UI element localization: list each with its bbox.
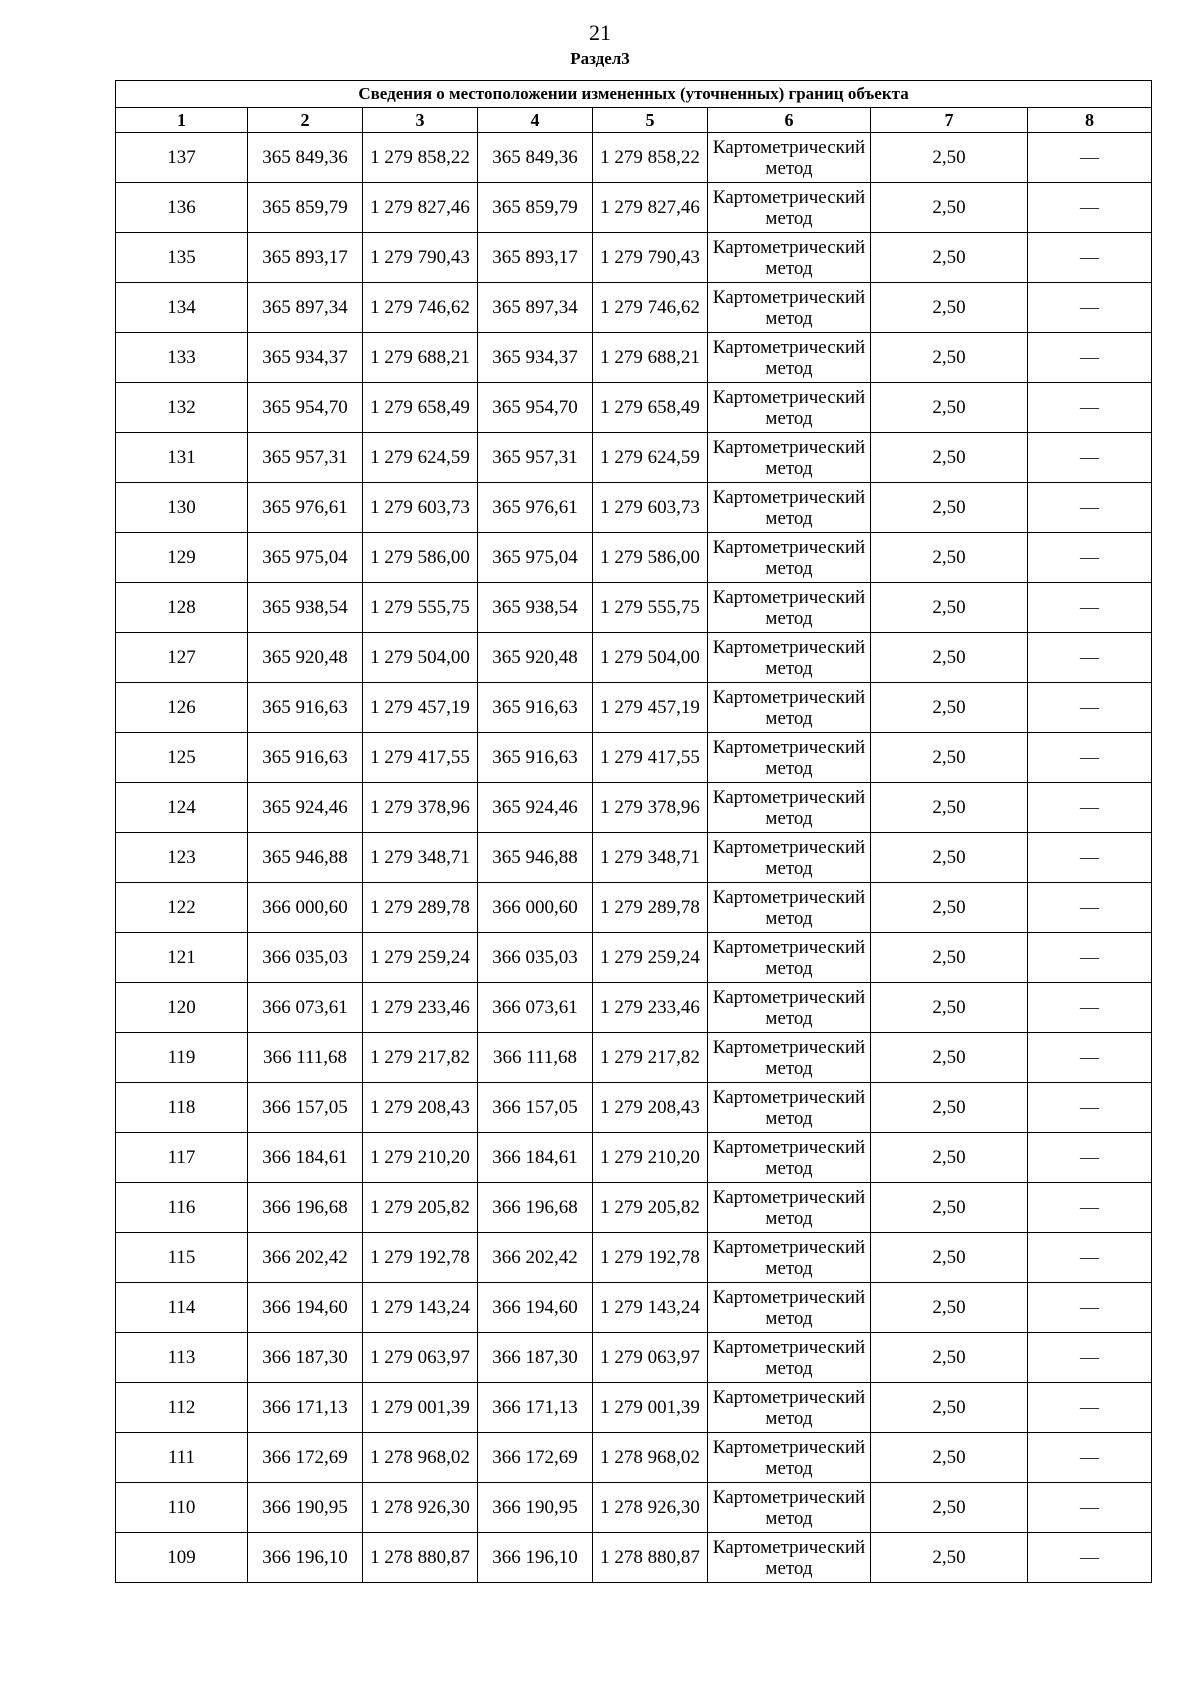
x-existing-cell: 366 073,61 (248, 983, 363, 1033)
column-number: 8 (1028, 108, 1152, 133)
x-refined-cell: 365 849,36 (478, 133, 593, 183)
y-refined-cell: 1 279 457,19 (593, 683, 708, 733)
column-number: 6 (708, 108, 871, 133)
x-refined-cell: 366 187,30 (478, 1333, 593, 1383)
y-refined-cell: 1 279 205,82 (593, 1183, 708, 1233)
y-refined-cell: 1 279 658,49 (593, 383, 708, 433)
y-refined-cell: 1 279 001,39 (593, 1383, 708, 1433)
x-refined-cell: 366 073,61 (478, 983, 593, 1033)
accuracy-cell: 2,50 (871, 683, 1028, 733)
x-existing-cell: 365 975,04 (248, 533, 363, 583)
x-existing-cell: 365 920,48 (248, 633, 363, 683)
method-cell: Картометрический метод (708, 1183, 871, 1233)
accuracy-cell: 2,50 (871, 1283, 1028, 1333)
table-row (116, 333, 1152, 383)
x-existing-cell: 365 916,63 (248, 733, 363, 783)
note-cell: — (1028, 1533, 1152, 1583)
point-number-cell: 136 (116, 183, 248, 233)
table-row (116, 733, 1152, 783)
method-cell: Картометрический метод (708, 1133, 871, 1183)
table-row (116, 1033, 1152, 1083)
point-number-cell: 134 (116, 283, 248, 333)
point-number-cell: 115 (116, 1233, 248, 1283)
method-cell: Картометрический метод (708, 1033, 871, 1083)
note-cell: — (1028, 433, 1152, 483)
point-number-cell: 133 (116, 333, 248, 383)
x-refined-cell: 365 957,31 (478, 433, 593, 483)
column-number: 3 (363, 108, 478, 133)
y-refined-cell: 1 279 143,24 (593, 1283, 708, 1333)
column-number: 4 (478, 108, 593, 133)
point-number-cell: 118 (116, 1083, 248, 1133)
point-number-cell: 123 (116, 833, 248, 883)
column-number: 1 (116, 108, 248, 133)
y-refined-cell: 1 279 586,00 (593, 533, 708, 583)
method-cell: Картометрический метод (708, 1083, 871, 1133)
point-number-cell: 113 (116, 1333, 248, 1383)
x-existing-cell: 365 924,46 (248, 783, 363, 833)
method-cell: Картометрический метод (708, 683, 871, 733)
y-refined-cell: 1 279 827,46 (593, 183, 708, 233)
x-refined-cell: 365 975,04 (478, 533, 593, 583)
y-existing-cell: 1 279 210,20 (363, 1133, 478, 1183)
method-cell: Картометрический метод (708, 533, 871, 583)
x-refined-cell: 366 157,05 (478, 1083, 593, 1133)
y-existing-cell: 1 279 063,97 (363, 1333, 478, 1383)
x-refined-cell: 365 893,17 (478, 233, 593, 283)
point-number-cell: 127 (116, 633, 248, 683)
accuracy-cell: 2,50 (871, 233, 1028, 283)
accuracy-cell: 2,50 (871, 1383, 1028, 1433)
accuracy-cell: 2,50 (871, 133, 1028, 183)
x-refined-cell: 365 897,34 (478, 283, 593, 333)
table-row (116, 583, 1152, 633)
table-row (116, 133, 1152, 183)
method-cell: Картометрический метод (708, 1333, 871, 1383)
x-existing-cell: 366 172,69 (248, 1433, 363, 1483)
table-row (116, 983, 1152, 1033)
y-refined-cell: 1 279 063,97 (593, 1333, 708, 1383)
table-row (116, 433, 1152, 483)
note-cell: — (1028, 733, 1152, 783)
y-existing-cell: 1 279 233,46 (363, 983, 478, 1033)
table-row (116, 483, 1152, 533)
accuracy-cell: 2,50 (871, 383, 1028, 433)
point-number-cell: 129 (116, 533, 248, 583)
x-existing-cell: 366 000,60 (248, 883, 363, 933)
method-cell: Картометрический метод (708, 833, 871, 883)
y-existing-cell: 1 278 880,87 (363, 1533, 478, 1583)
y-existing-cell: 1 278 926,30 (363, 1483, 478, 1533)
method-cell: Картометрический метод (708, 433, 871, 483)
y-refined-cell: 1 279 233,46 (593, 983, 708, 1033)
y-existing-cell: 1 279 746,62 (363, 283, 478, 333)
table-row (116, 233, 1152, 283)
y-refined-cell: 1 279 208,43 (593, 1083, 708, 1133)
table-row (116, 533, 1152, 583)
note-cell: — (1028, 1483, 1152, 1533)
note-cell: — (1028, 1333, 1152, 1383)
accuracy-cell: 2,50 (871, 483, 1028, 533)
x-existing-cell: 365 916,63 (248, 683, 363, 733)
method-cell: Картометрический метод (708, 583, 871, 633)
y-refined-cell: 1 279 378,96 (593, 783, 708, 833)
note-cell: — (1028, 933, 1152, 983)
accuracy-cell: 2,50 (871, 333, 1028, 383)
method-cell: Картометрический метод (708, 933, 871, 983)
y-existing-cell: 1 279 192,78 (363, 1233, 478, 1283)
note-cell: — (1028, 483, 1152, 533)
method-cell: Картометрический метод (708, 183, 871, 233)
point-number-cell: 116 (116, 1183, 248, 1233)
x-existing-cell: 366 196,68 (248, 1183, 363, 1233)
point-number-cell: 132 (116, 383, 248, 433)
x-refined-cell: 365 946,88 (478, 833, 593, 883)
x-existing-cell: 366 111,68 (248, 1033, 363, 1083)
x-existing-cell: 365 954,70 (248, 383, 363, 433)
x-refined-cell: 366 171,13 (478, 1383, 593, 1433)
x-refined-cell: 366 196,10 (478, 1533, 593, 1583)
y-existing-cell: 1 279 217,82 (363, 1033, 478, 1083)
method-cell: Картометрический метод (708, 333, 871, 383)
table-row (116, 633, 1152, 683)
x-existing-cell: 365 893,17 (248, 233, 363, 283)
note-cell: — (1028, 1383, 1152, 1433)
boundary-coordinates-table (115, 80, 1152, 1583)
y-refined-cell: 1 279 348,71 (593, 833, 708, 883)
x-existing-cell: 366 202,42 (248, 1233, 363, 1283)
table-row (116, 683, 1152, 733)
y-existing-cell: 1 279 624,59 (363, 433, 478, 483)
x-refined-cell: 366 194,60 (478, 1283, 593, 1333)
accuracy-cell: 2,50 (871, 1433, 1028, 1483)
point-number-cell: 126 (116, 683, 248, 733)
point-number-cell: 112 (116, 1383, 248, 1433)
accuracy-cell: 2,50 (871, 983, 1028, 1033)
section-title: Раздел3 (570, 49, 630, 68)
y-existing-cell: 1 279 143,24 (363, 1283, 478, 1333)
note-cell: — (1028, 583, 1152, 633)
x-existing-cell: 365 849,36 (248, 133, 363, 183)
note-cell: — (1028, 1233, 1152, 1283)
y-refined-cell: 1 278 880,87 (593, 1533, 708, 1583)
note-cell: — (1028, 533, 1152, 583)
accuracy-cell: 2,50 (871, 1533, 1028, 1583)
note-cell: — (1028, 983, 1152, 1033)
y-refined-cell: 1 278 926,30 (593, 1483, 708, 1533)
x-refined-cell: 366 196,68 (478, 1183, 593, 1233)
point-number-cell: 124 (116, 783, 248, 833)
accuracy-cell: 2,50 (871, 1333, 1028, 1383)
point-number-cell: 137 (116, 133, 248, 183)
x-existing-cell: 366 157,05 (248, 1083, 363, 1133)
x-existing-cell: 366 035,03 (248, 933, 363, 983)
y-existing-cell: 1 279 858,22 (363, 133, 478, 183)
y-existing-cell: 1 279 790,43 (363, 233, 478, 283)
note-cell: — (1028, 783, 1152, 833)
table-row (116, 383, 1152, 433)
y-existing-cell: 1 279 688,21 (363, 333, 478, 383)
table-row (116, 1183, 1152, 1233)
y-existing-cell: 1 279 208,43 (363, 1083, 478, 1133)
table-caption: Сведения о местоположении измененных (уточненных) границ объекта (116, 81, 1152, 108)
column-number-row (116, 108, 1152, 133)
table-row (116, 1433, 1152, 1483)
note-cell: — (1028, 1083, 1152, 1133)
method-cell: Картометрический метод (708, 1433, 871, 1483)
y-existing-cell: 1 279 205,82 (363, 1183, 478, 1233)
y-refined-cell: 1 278 968,02 (593, 1433, 708, 1483)
table-row (116, 933, 1152, 983)
y-refined-cell: 1 279 217,82 (593, 1033, 708, 1083)
x-refined-cell: 366 190,95 (478, 1483, 593, 1533)
y-existing-cell: 1 278 968,02 (363, 1433, 478, 1483)
x-existing-cell: 365 957,31 (248, 433, 363, 483)
y-existing-cell: 1 279 289,78 (363, 883, 478, 933)
point-number-cell: 110 (116, 1483, 248, 1533)
x-existing-cell: 366 196,10 (248, 1533, 363, 1583)
table-row (116, 283, 1152, 333)
accuracy-cell: 2,50 (871, 1083, 1028, 1133)
y-refined-cell: 1 279 624,59 (593, 433, 708, 483)
accuracy-cell: 2,50 (871, 183, 1028, 233)
x-existing-cell: 365 946,88 (248, 833, 363, 883)
x-refined-cell: 366 035,03 (478, 933, 593, 983)
x-refined-cell: 366 202,42 (478, 1233, 593, 1283)
method-cell: Картометрический метод (708, 633, 871, 683)
table-row (116, 783, 1152, 833)
accuracy-cell: 2,50 (871, 1233, 1028, 1283)
table-body (116, 133, 1152, 1583)
accuracy-cell: 2,50 (871, 1033, 1028, 1083)
column-number: 5 (593, 108, 708, 133)
point-number-cell: 128 (116, 583, 248, 633)
column-number: 2 (248, 108, 363, 133)
x-existing-cell: 365 934,37 (248, 333, 363, 383)
y-refined-cell: 1 279 192,78 (593, 1233, 708, 1283)
y-refined-cell: 1 279 790,43 (593, 233, 708, 283)
note-cell: — (1028, 833, 1152, 883)
method-cell: Картометрический метод (708, 733, 871, 783)
accuracy-cell: 2,50 (871, 533, 1028, 583)
accuracy-cell: 2,50 (871, 783, 1028, 833)
y-existing-cell: 1 279 658,49 (363, 383, 478, 433)
note-cell: — (1028, 633, 1152, 683)
y-existing-cell: 1 279 348,71 (363, 833, 478, 883)
page-number: 21 (589, 20, 611, 45)
note-cell: — (1028, 683, 1152, 733)
accuracy-cell: 2,50 (871, 883, 1028, 933)
x-refined-cell: 365 916,63 (478, 733, 593, 783)
x-refined-cell: 365 859,79 (478, 183, 593, 233)
y-existing-cell: 1 279 259,24 (363, 933, 478, 983)
y-refined-cell: 1 279 259,24 (593, 933, 708, 983)
point-number-cell: 130 (116, 483, 248, 533)
table-row (116, 1133, 1152, 1183)
y-refined-cell: 1 279 858,22 (593, 133, 708, 183)
note-cell: — (1028, 1433, 1152, 1483)
x-refined-cell: 365 934,37 (478, 333, 593, 383)
note-cell: — (1028, 1183, 1152, 1233)
y-refined-cell: 1 279 210,20 (593, 1133, 708, 1183)
x-refined-cell: 366 172,69 (478, 1433, 593, 1483)
method-cell: Картометрический метод (708, 233, 871, 283)
method-cell: Картометрический метод (708, 983, 871, 1033)
method-cell: Картометрический метод (708, 1283, 871, 1333)
table-row (116, 1233, 1152, 1283)
note-cell: — (1028, 883, 1152, 933)
column-number: 7 (871, 108, 1028, 133)
y-existing-cell: 1 279 001,39 (363, 1383, 478, 1433)
point-number-cell: 111 (116, 1433, 248, 1483)
x-existing-cell: 366 171,13 (248, 1383, 363, 1433)
note-cell: — (1028, 383, 1152, 433)
x-existing-cell: 366 194,60 (248, 1283, 363, 1333)
table-row (116, 1383, 1152, 1433)
method-cell: Картометрический метод (708, 1483, 871, 1533)
point-number-cell: 117 (116, 1133, 248, 1183)
table-row (116, 1483, 1152, 1533)
note-cell: — (1028, 183, 1152, 233)
x-existing-cell: 366 187,30 (248, 1333, 363, 1383)
note-cell: — (1028, 1033, 1152, 1083)
accuracy-cell: 2,50 (871, 633, 1028, 683)
y-existing-cell: 1 279 504,00 (363, 633, 478, 683)
point-number-cell: 121 (116, 933, 248, 983)
x-refined-cell: 365 924,46 (478, 783, 593, 833)
accuracy-cell: 2,50 (871, 1183, 1028, 1233)
method-cell: Картометрический метод (708, 783, 871, 833)
y-refined-cell: 1 279 746,62 (593, 283, 708, 333)
method-cell: Картометрический метод (708, 883, 871, 933)
point-number-cell: 119 (116, 1033, 248, 1083)
x-refined-cell: 365 920,48 (478, 633, 593, 683)
accuracy-cell: 2,50 (871, 283, 1028, 333)
accuracy-cell: 2,50 (871, 1483, 1028, 1533)
table-row (116, 1533, 1152, 1583)
y-refined-cell: 1 279 688,21 (593, 333, 708, 383)
table-row (116, 1333, 1152, 1383)
table-row (116, 833, 1152, 883)
x-refined-cell: 365 954,70 (478, 383, 593, 433)
table-row (116, 1283, 1152, 1333)
point-number-cell: 131 (116, 433, 248, 483)
x-existing-cell: 366 190,95 (248, 1483, 363, 1533)
x-existing-cell: 366 184,61 (248, 1133, 363, 1183)
x-existing-cell: 365 976,61 (248, 483, 363, 533)
accuracy-cell: 2,50 (871, 433, 1028, 483)
x-refined-cell: 366 111,68 (478, 1033, 593, 1083)
method-cell: Картометрический метод (708, 1233, 871, 1283)
point-number-cell: 135 (116, 233, 248, 283)
x-existing-cell: 365 938,54 (248, 583, 363, 633)
note-cell: — (1028, 333, 1152, 383)
point-number-cell: 120 (116, 983, 248, 1033)
y-existing-cell: 1 279 457,19 (363, 683, 478, 733)
x-refined-cell: 365 976,61 (478, 483, 593, 533)
note-cell: — (1028, 283, 1152, 333)
accuracy-cell: 2,50 (871, 733, 1028, 783)
table-row (116, 883, 1152, 933)
accuracy-cell: 2,50 (871, 583, 1028, 633)
method-cell: Картометрический метод (708, 483, 871, 533)
y-existing-cell: 1 279 378,96 (363, 783, 478, 833)
y-refined-cell: 1 279 504,00 (593, 633, 708, 683)
x-refined-cell: 366 184,61 (478, 1133, 593, 1183)
point-number-cell: 114 (116, 1283, 248, 1333)
point-number-cell: 122 (116, 883, 248, 933)
x-existing-cell: 365 859,79 (248, 183, 363, 233)
y-existing-cell: 1 279 603,73 (363, 483, 478, 533)
table-row (116, 1083, 1152, 1133)
point-number-cell: 125 (116, 733, 248, 783)
y-refined-cell: 1 279 417,55 (593, 733, 708, 783)
note-cell: — (1028, 233, 1152, 283)
note-cell: — (1028, 1283, 1152, 1333)
accuracy-cell: 2,50 (871, 933, 1028, 983)
y-existing-cell: 1 279 555,75 (363, 583, 478, 633)
method-cell: Картометрический метод (708, 1383, 871, 1433)
method-cell: Картометрический метод (708, 283, 871, 333)
y-refined-cell: 1 279 603,73 (593, 483, 708, 533)
x-refined-cell: 365 916,63 (478, 683, 593, 733)
note-cell: — (1028, 133, 1152, 183)
x-existing-cell: 365 897,34 (248, 283, 363, 333)
y-refined-cell: 1 279 289,78 (593, 883, 708, 933)
note-cell: — (1028, 1133, 1152, 1183)
y-refined-cell: 1 279 555,75 (593, 583, 708, 633)
method-cell: Картометрический метод (708, 1533, 871, 1583)
method-cell: Картометрический метод (708, 133, 871, 183)
y-existing-cell: 1 279 417,55 (363, 733, 478, 783)
x-refined-cell: 366 000,60 (478, 883, 593, 933)
accuracy-cell: 2,50 (871, 833, 1028, 883)
y-existing-cell: 1 279 586,00 (363, 533, 478, 583)
point-number-cell: 109 (116, 1533, 248, 1583)
method-cell: Картометрический метод (708, 383, 871, 433)
table-row (116, 183, 1152, 233)
x-refined-cell: 365 938,54 (478, 583, 593, 633)
y-existing-cell: 1 279 827,46 (363, 183, 478, 233)
accuracy-cell: 2,50 (871, 1133, 1028, 1183)
